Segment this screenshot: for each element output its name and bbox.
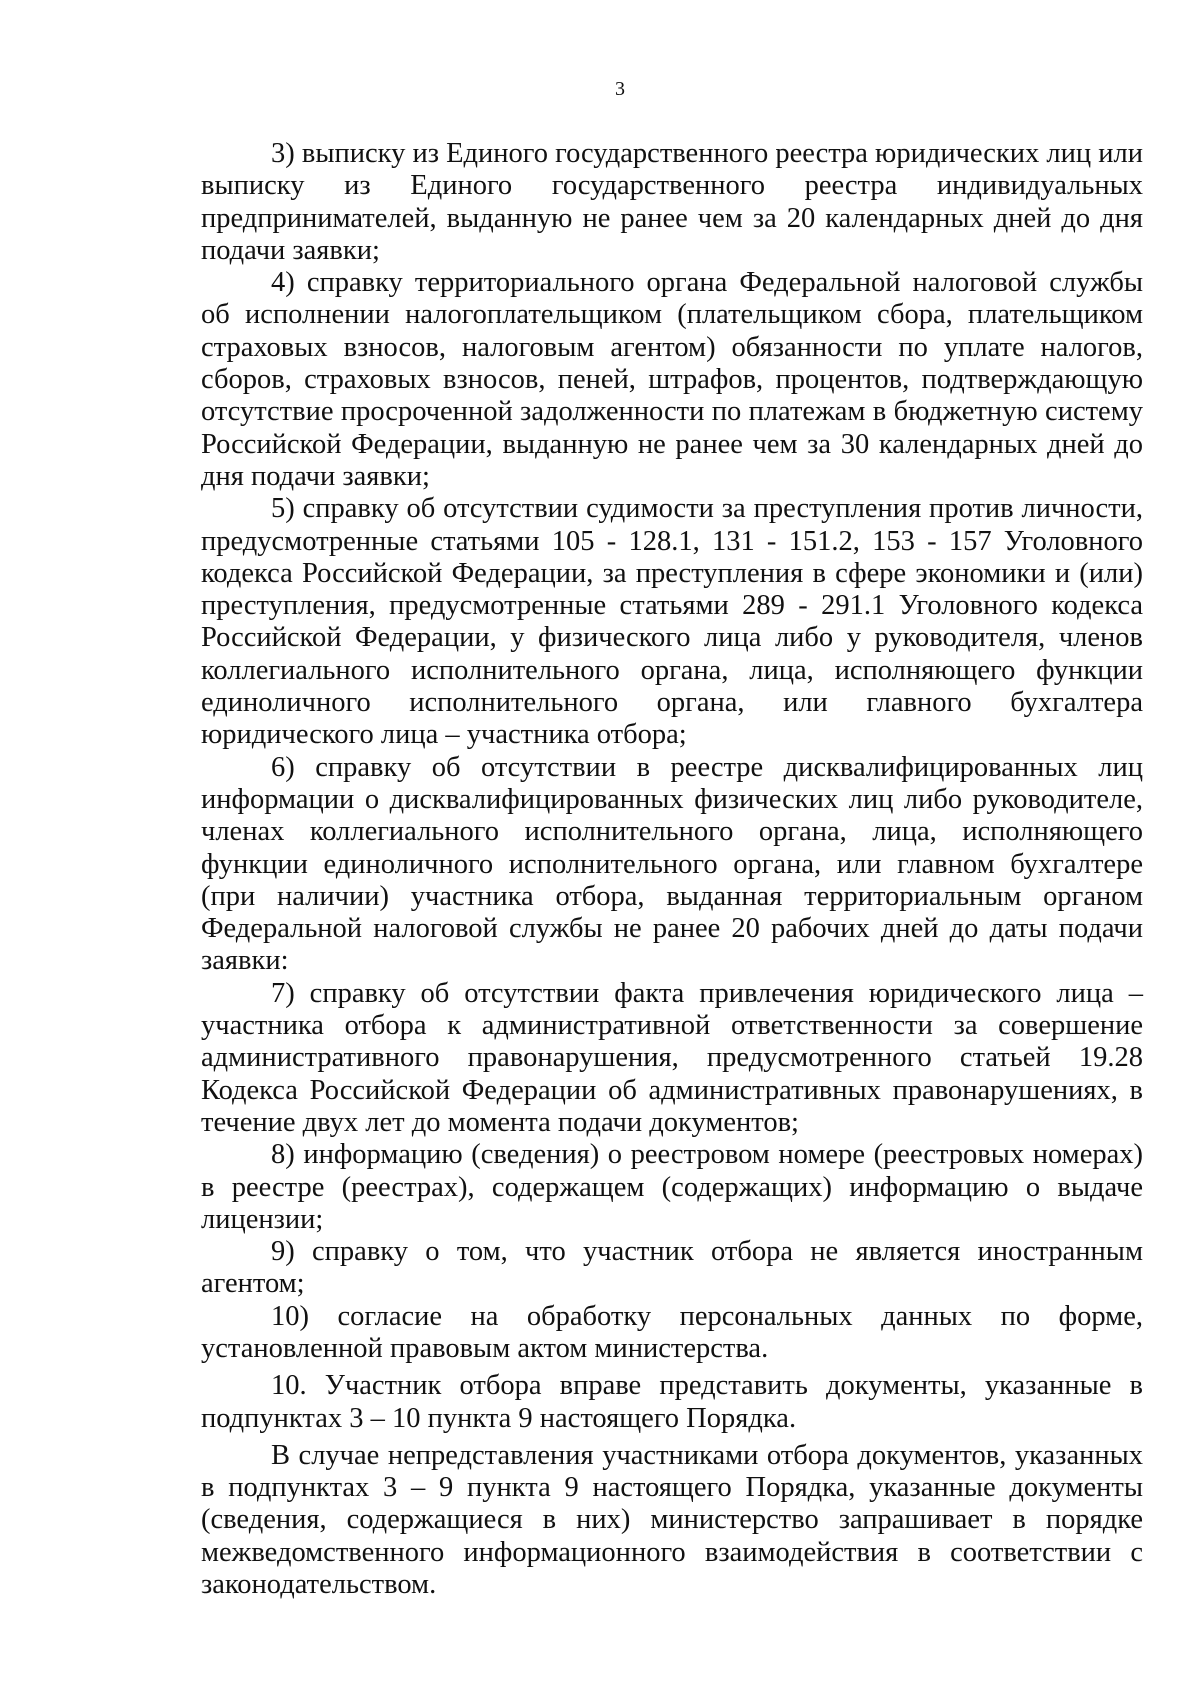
document-body (201, 138, 1143, 1601)
paragraph-clause-10: 10. Участник отбора вправе представить документы, указанные в подпунктах 3 – 10 пункта 9 настоящего Порядка. (201, 1370, 1143, 1434)
paragraph-item-5: 5) справку об отсутствии судимости за преступления против личности, предусмотренные статьями 105 - 128.1, 131 - 151.2, 153 - 157 Уголовного кодекса Российской Федерации, за преступления в сфере экономики и (или) преступления, предусмотренные статьями 289 - 291.1 Уголовного кодекса Российской Федерации, у физического лица либо у руководителя, членов коллегиального исполнительного органа, лица, исполняющего функции единоличного исполнительного органа, или главного бухгалтера юридического лица – участника отбора; (201, 493, 1143, 751)
paragraph-item-10: 10) согласие на обработку персональных данных по форме, установленной правовым актом министерства. (201, 1300, 1143, 1364)
paragraph-item-6: 6) справку об отсутствии в реестре дисквалифицированных лиц информации о дисквалифицированных физических лиц либо руководителе, членах коллегиального исполнительного органа, лица, исполняющего функции единоличного исполнительного органа, или главном бухгалтере (при наличии) участника отбора, выданная территориальным органом Федеральной налоговой службы не ранее 20 рабочих дней до даты подачи заявки: (201, 751, 1143, 977)
paragraph-item-8: 8) информацию (сведения) о реестровом номере (реестровых номерах) в реестре (реестрах), содержащем (содержащих) информацию о выдаче лицензии; (201, 1139, 1143, 1235)
paragraph-item-9: 9) справку о том, что участник отбора не является иностранным агентом; (201, 1236, 1143, 1300)
paragraph-item-7: 7) справку об отсутствии факта привлечения юридического лица – участника отбора к административной ответственности за совершение административного правонарушения, предусмотренного статьей 19.28 Кодекса Российской Федерации об административных правонарушениях, в течение двух лет до момента подачи документов; (201, 977, 1143, 1138)
paragraph-item-4: 4) справку территориального органа Федеральной налоговой службы об исполнении налогоплательщиком (плательщиком сбора, плательщиком страховых взносов, налоговым агентом) обязанности по уплате налогов, сборов, страховых взносов, пеней, штрафов, процентов, подтверждающую отсутствие просроченной задолженности по платежам в бюджетную систему Российской Федерации, выданную не ранее чем за 30 календарных дней до дня подачи заявки; (201, 267, 1143, 492)
paragraph-item-3: 3) выписку из Единого государственного реестра юридических лиц или выписку из Единого государственного реестра индивидуальных предпринимателей, выданную не ранее чем за 20 календарных дней до дня подачи заявки; (201, 138, 1143, 266)
page-number: 3 (615, 78, 625, 100)
paragraph-clause-10-continuation: В случае непредставления участниками отбора документов, указанных в подпунктах 3 – 9 пункта 9 настоящего Порядка, указанные документы (сведения, содержащиеся в них) министерство запрашивает в порядке межведомственного информационного взаимодействия в соответствии с законодательством. (201, 1439, 1143, 1601)
